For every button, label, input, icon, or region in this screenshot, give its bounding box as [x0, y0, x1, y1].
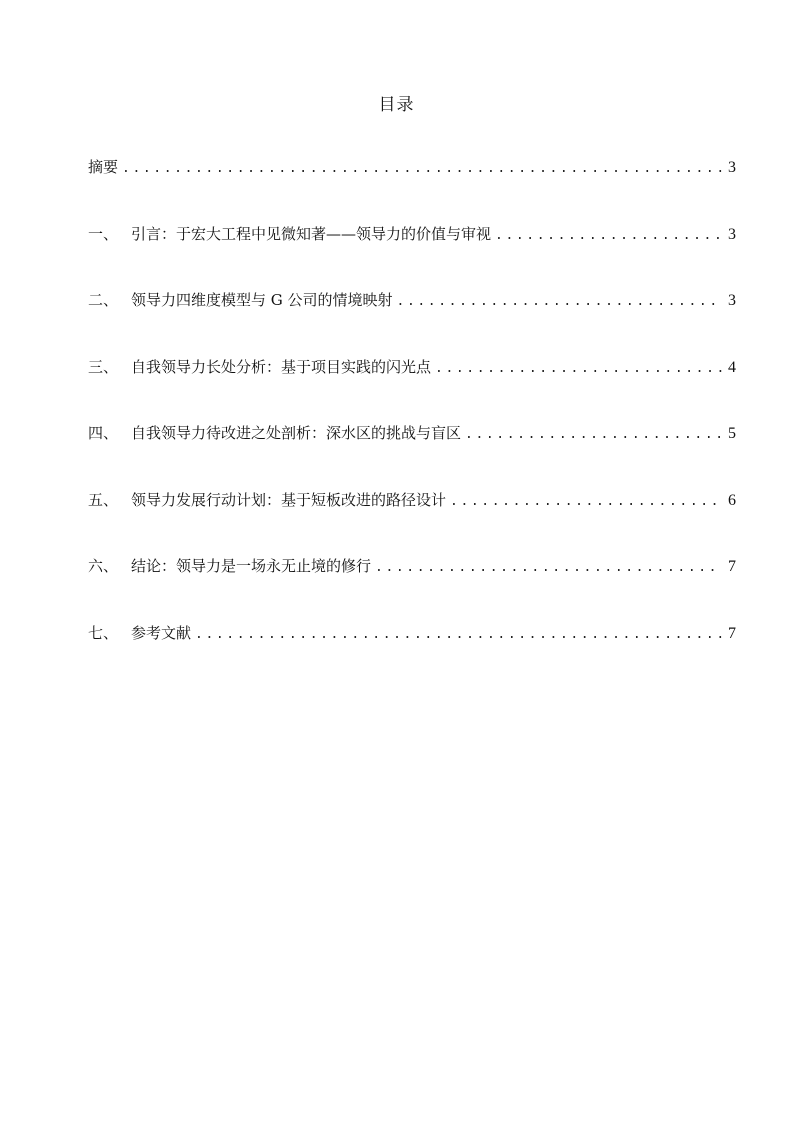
toc-entry-1[interactable]	[88, 223, 736, 290]
toc-entry-text: 自我领导力待改进之处剖析：深水区的挑战与盲区	[131, 424, 462, 442]
toc-dot-leader	[122, 161, 722, 176]
toc-entry-number: 一、	[88, 224, 119, 243]
toc-entry-number: 三、	[88, 357, 119, 376]
toc-page-number: 7	[728, 624, 736, 642]
toc-entry-text: 领导力发展行动计划：基于短板改进的路径设计	[131, 490, 447, 509]
toc-entry-7[interactable]	[88, 622, 736, 689]
toc-page-number: 3	[728, 225, 736, 243]
table-of-contents	[88, 156, 736, 688]
toc-dot-leader	[465, 427, 722, 442]
toc-page-number: 5	[728, 425, 736, 442]
toc-entry-abstract[interactable]	[88, 156, 736, 223]
toc-entry-text: 领导力四维度模型与 G 公司的情境映射	[131, 291, 393, 309]
toc-entry-number: 六、	[88, 557, 119, 575]
toc-entry-number: 二、	[88, 291, 119, 309]
toc-entry-text: 结论：领导力是一场永无止境的修行	[131, 557, 372, 575]
toc-page-number: 3	[728, 292, 736, 309]
toc-page-number: 6	[728, 491, 736, 509]
toc-dot-leader	[435, 361, 722, 376]
toc-entry-text: 引言：于宏大工程中见微知著——领导力的价值与审视	[131, 224, 492, 243]
toc-page-number: 4	[728, 358, 736, 376]
toc-page-number: 7	[728, 558, 736, 575]
toc-dot-leader	[397, 294, 722, 309]
toc-entry-text: 摘要	[88, 158, 119, 176]
toc-entry-3[interactable]	[88, 356, 736, 423]
toc-entry-text: 自我领导力长处分析：基于项目实践的闪光点	[131, 357, 432, 376]
toc-title: 目录	[378, 95, 415, 115]
toc-entry-2[interactable]	[88, 289, 736, 356]
toc-entry-number: 五、	[88, 490, 119, 509]
toc-dot-leader	[450, 494, 722, 509]
toc-entry-6[interactable]	[88, 555, 736, 622]
toc-entry-number: 七、	[88, 623, 119, 642]
toc-dot-leader	[495, 228, 722, 243]
toc-entry-5[interactable]	[88, 489, 736, 556]
toc-entry-number: 四、	[88, 424, 119, 442]
toc-dot-leader	[195, 627, 722, 642]
toc-entry-4[interactable]	[88, 422, 736, 489]
toc-page-number: 3	[728, 159, 736, 176]
toc-entry-text: 参考文献	[131, 623, 192, 642]
toc-dot-leader	[375, 560, 722, 575]
